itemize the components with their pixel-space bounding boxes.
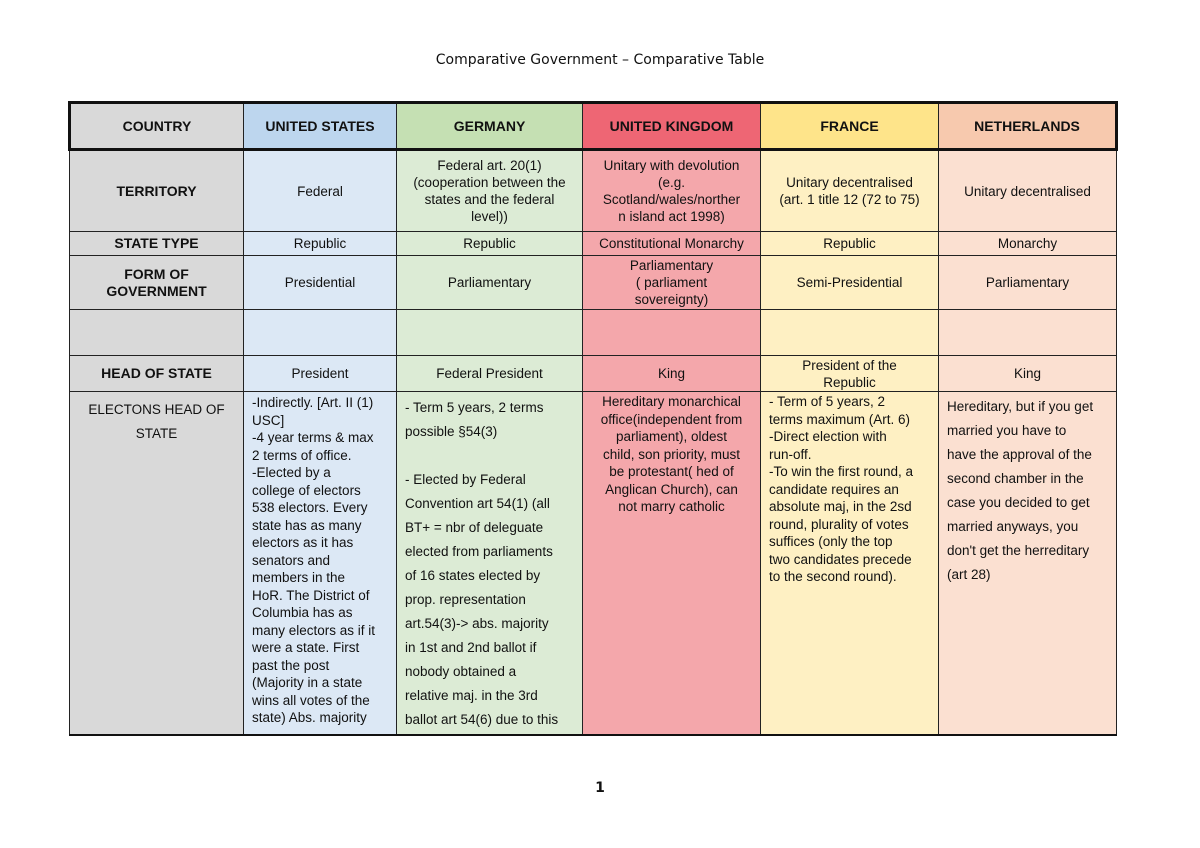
cell-netherlands: Parliamentary (939, 256, 1117, 310)
page-title: Comparative Government – Comparative Table (435, 52, 765, 68)
cell-netherlands: King (939, 356, 1117, 392)
cell-france: - Term of 5 years, 2 terms maximum (Art. 6) -Direct election with run-off. -To win the first round, a candidate requires an absolute maj, in the 2sd round, plurality of votes suffices (only the top two candidates precede to the second round). (761, 392, 939, 736)
table-row-head-of-state (70, 356, 1117, 392)
cell-germany: - Term 5 years, 2 terms possible §54(3) - Elected by Federal Convention art 54(1) (all BT+ = nbr of deleguate elected from parliaments of 16 states elected by prop. representation art.54(3)-> abs. majority in 1st and 2nd ballot if nobody obtained a relative maj. in the 3rd ballot art 54(6) due to this (397, 392, 583, 736)
cell-france (761, 310, 939, 356)
cell-netherlands: Hereditary, but if you get married you have to have the approval of the second chamber in the case you decided to get married anyways, you don't get the herreditary (art 28) (939, 392, 1117, 736)
table-header-row (70, 103, 1117, 150)
cell-france: President of the Republic (761, 356, 939, 392)
cell-france: Unitary decentralised (art. 1 title 12 (72 to 75) (761, 150, 939, 232)
cell-netherlands (939, 310, 1117, 356)
row-label: TERRITORY (70, 150, 244, 232)
cell-germany (397, 310, 583, 356)
table-row-form-of-government (70, 256, 1117, 310)
cell-uk: Constitutional Monarchy (583, 232, 761, 256)
header-netherlands: NETHERLANDS (939, 103, 1117, 150)
cell-us: Republic (244, 232, 397, 256)
comparative-table (68, 101, 1118, 736)
header-france: FRANCE (761, 103, 939, 150)
header-germany: GERMANY (397, 103, 583, 150)
header-united-states: UNITED STATES (244, 103, 397, 150)
cell-germany: Federal President (397, 356, 583, 392)
cell-germany: Federal art. 20(1) (cooperation between the states and the federal level)) (397, 150, 583, 232)
cell-france: Republic (761, 232, 939, 256)
cell-france: Semi-Presidential (761, 256, 939, 310)
table-row-elections-head-of-state (70, 392, 1117, 736)
cell-uk (583, 310, 761, 356)
table-row-territory (70, 150, 1117, 232)
table-row-empty (70, 310, 1117, 356)
cell-germany: Republic (397, 232, 583, 256)
cell-uk: King (583, 356, 761, 392)
row-label: FORM OF GOVERNMENT (70, 256, 244, 310)
cell-germany: Parliamentary (397, 256, 583, 310)
cell-uk: Parliamentary ( parliament sovereignty) (583, 256, 761, 310)
table-row-state-type (70, 232, 1117, 256)
row-label: STATE TYPE (70, 232, 244, 256)
header-country: COUNTRY (70, 103, 244, 150)
cell-netherlands: Unitary decentralised (939, 150, 1117, 232)
cell-us: President (244, 356, 397, 392)
cell-us (244, 310, 397, 356)
cell-us: -Indirectly. [Art. II (1) USC] -4 year terms & max 2 terms of office. -Elected by a college of electors 538 electors. Every state has as many electors as it has senators and members in the HoR. The District of Columbia has as many electors as if it were a state. First past the post (Majority in a state wins all votes of the state) Abs. majority (244, 392, 397, 736)
cell-netherlands: Monarchy (939, 232, 1117, 256)
row-label (70, 310, 244, 356)
cell-us: Presidential (244, 256, 397, 310)
row-label: ELECTONS HEAD OF STATE (70, 392, 244, 736)
cell-us: Federal (244, 150, 397, 232)
cell-uk: Hereditary monarchical office(independent from parliament), oldest child, son priority, must be protestant( hed of Anglican Church), can not marry catholic (583, 392, 761, 736)
cell-uk: Unitary with devolution (e.g. Scotland/wales/norther n island act 1998) (583, 150, 761, 232)
page-number: 1 (595, 780, 605, 796)
header-united-kingdom: UNITED KINGDOM (583, 103, 761, 150)
row-label: HEAD OF STATE (70, 356, 244, 392)
